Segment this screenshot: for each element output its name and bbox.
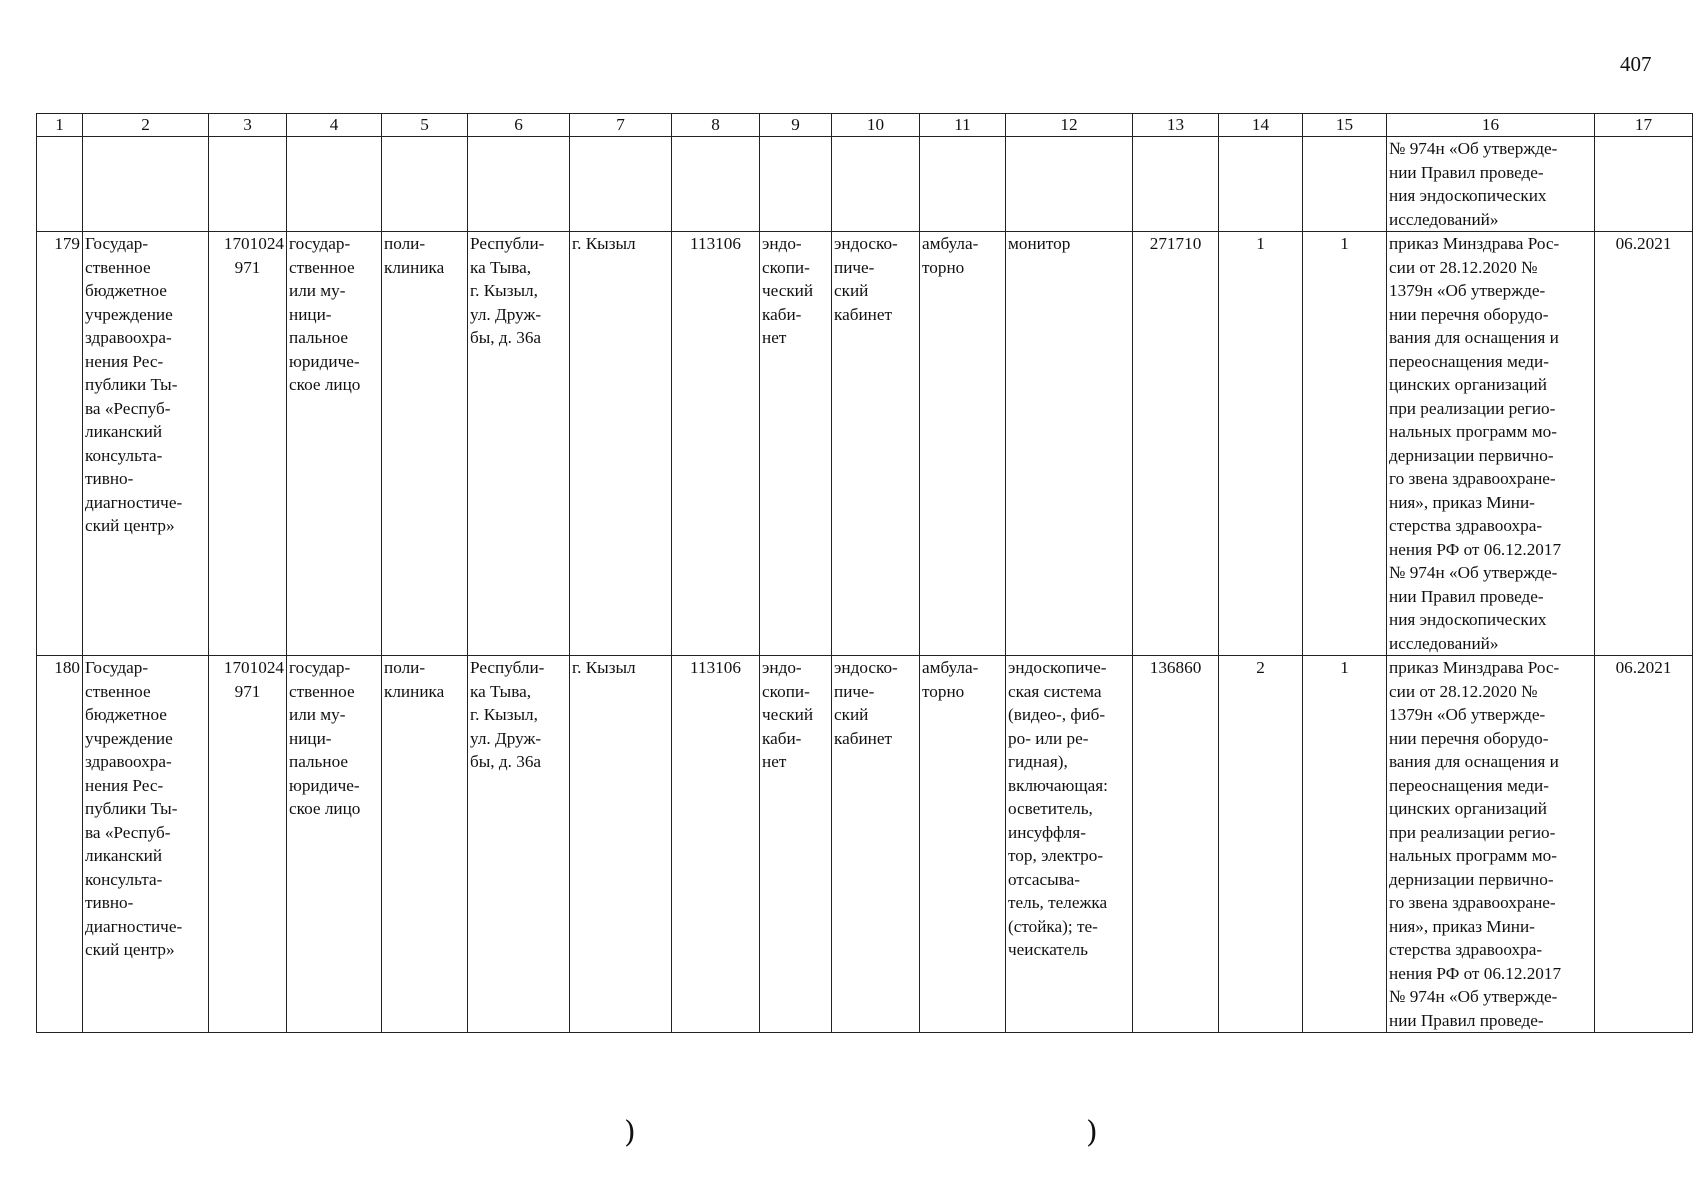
care-mode: амбула- торно — [920, 232, 1006, 656]
facility-type: поли- клиника — [382, 232, 468, 656]
col-header-4: 4 — [287, 114, 382, 137]
city: г. Кызыл — [570, 656, 672, 1033]
continuation-row — [37, 137, 1693, 232]
table-row — [37, 656, 1693, 1033]
address: Республи- ка Тыва, г. Кызыл, ул. Друж- бы, д. 36а — [468, 232, 570, 656]
row-number: 179 — [37, 232, 83, 656]
organization-name: Государ- ственное бюджетное учреждение здравоохра- нения Рес- публики Ты- ва «Респуб- ликанский консульта- тивно- диагностиче- ский центр» — [83, 232, 209, 656]
col-header-10: 10 — [832, 114, 920, 137]
quantity-col15: 1 — [1303, 656, 1387, 1033]
page-number: 407 — [1620, 52, 1652, 76]
col-header-11: 11 — [920, 114, 1006, 137]
quantity-col14: 2 — [1219, 656, 1303, 1033]
bracket-mark-left: ) — [624, 1115, 636, 1150]
organization-code — [209, 656, 287, 1033]
col-header-3: 3 — [209, 114, 287, 137]
table-row — [37, 232, 1693, 656]
city: г. Кызыл — [570, 232, 672, 656]
col-header-1: 1 — [37, 114, 83, 137]
col-header-6: 6 — [468, 114, 570, 137]
organization-code-part1: 1701024 — [223, 234, 284, 253]
col-header-7: 7 — [570, 114, 672, 137]
col-header-2: 2 — [83, 114, 209, 137]
care-mode: амбула- торно — [920, 656, 1006, 1033]
legal-form: государ- ственное или му- ници- пальное юридиче- ское лицо — [287, 656, 382, 1033]
continuation-basis: № 974н «Об утвержде- нии Правил проведе- ния эндоскопических исследований» — [1387, 137, 1595, 232]
col-header-9: 9 — [760, 114, 832, 137]
date: 06.2021 — [1595, 656, 1693, 1033]
organization-code — [209, 232, 287, 656]
quantity-col14: 1 — [1219, 232, 1303, 656]
col-header-16: 16 — [1387, 114, 1595, 137]
equipment-name: эндоскопиче- ская система (видео-, фиб- ро- или ре- гидная), включающая: осветитель, инсуффля- тор, электро- отсасыва- тель, тележка (стойка); те- чеискатель — [1006, 656, 1133, 1033]
legal-basis: приказ Минздрава Рос- сии от 28.12.2020 № 1379н «Об утвержде- нии перечня оборудо- вания для оснащения и переоснащения меди- цинских организаций при реализации регио- нальных программ мо- дернизации первично- го звена здравоохране- ния», приказ Мини- стерства здравоохра- нения РФ от 06.12.2017 № 974н «Об утвержде- нии Правил проведе- ния эндоскопических исследований» — [1387, 232, 1595, 656]
col-header-17: 17 — [1595, 114, 1693, 137]
col-header-13: 13 — [1133, 114, 1219, 137]
okato-code: 113106 — [672, 232, 760, 656]
col-header-15: 15 — [1303, 114, 1387, 137]
organization-name: Государ- ственное бюджетное учреждение здравоохра- нения Рес- публики Ты- ва «Респуб- ликанский консульта- тивно- диагностиче- ский центр» — [83, 656, 209, 1033]
equipment-table — [36, 113, 1693, 1033]
organization-code-part2: 971 — [234, 257, 261, 277]
legal-form: государ- ственное или му- ници- пальное юридиче- ское лицо — [287, 232, 382, 656]
date: 06.2021 — [1595, 232, 1693, 656]
col-header-5: 5 — [382, 114, 468, 137]
equipment-name: монитор — [1006, 232, 1133, 656]
legal-basis: приказ Минздрава Рос- сии от 28.12.2020 № 1379н «Об утвержде- нии перечня оборудо- вания для оснащения и переоснащения меди- цинских организаций при реализации регио- нальных программ мо- дернизации первично- го звена здравоохране- ния», приказ Мини- стерства здравоохра- нения РФ от 06.12.2017 № 974н «Об утвержде- нии Правил проведе- — [1387, 656, 1595, 1033]
quantity-col15: 1 — [1303, 232, 1387, 656]
okato-code: 113106 — [672, 656, 760, 1033]
col-header-12: 12 — [1006, 114, 1133, 137]
unit-name: эндо- скопи- ческий каби- нет — [760, 656, 832, 1033]
organization-code-part2: 971 — [234, 681, 261, 701]
organization-code-part1: 1701024 — [223, 658, 284, 677]
equipment-code: 136860 — [1133, 656, 1219, 1033]
unit-name: эндо- скопи- ческий каби- нет — [760, 232, 832, 656]
room-name: эндоско- пиче- ский кабинет — [832, 232, 920, 656]
bracket-mark-right: ) — [1086, 1115, 1098, 1150]
equipment-code: 271710 — [1133, 232, 1219, 656]
header-row — [37, 114, 1693, 137]
col-header-8: 8 — [672, 114, 760, 137]
col-header-14: 14 — [1219, 114, 1303, 137]
address: Республи- ка Тыва, г. Кызыл, ул. Друж- бы, д. 36а — [468, 656, 570, 1033]
room-name: эндоско- пиче- ский кабинет — [832, 656, 920, 1033]
facility-type: поли- клиника — [382, 656, 468, 1033]
row-number: 180 — [37, 656, 83, 1033]
